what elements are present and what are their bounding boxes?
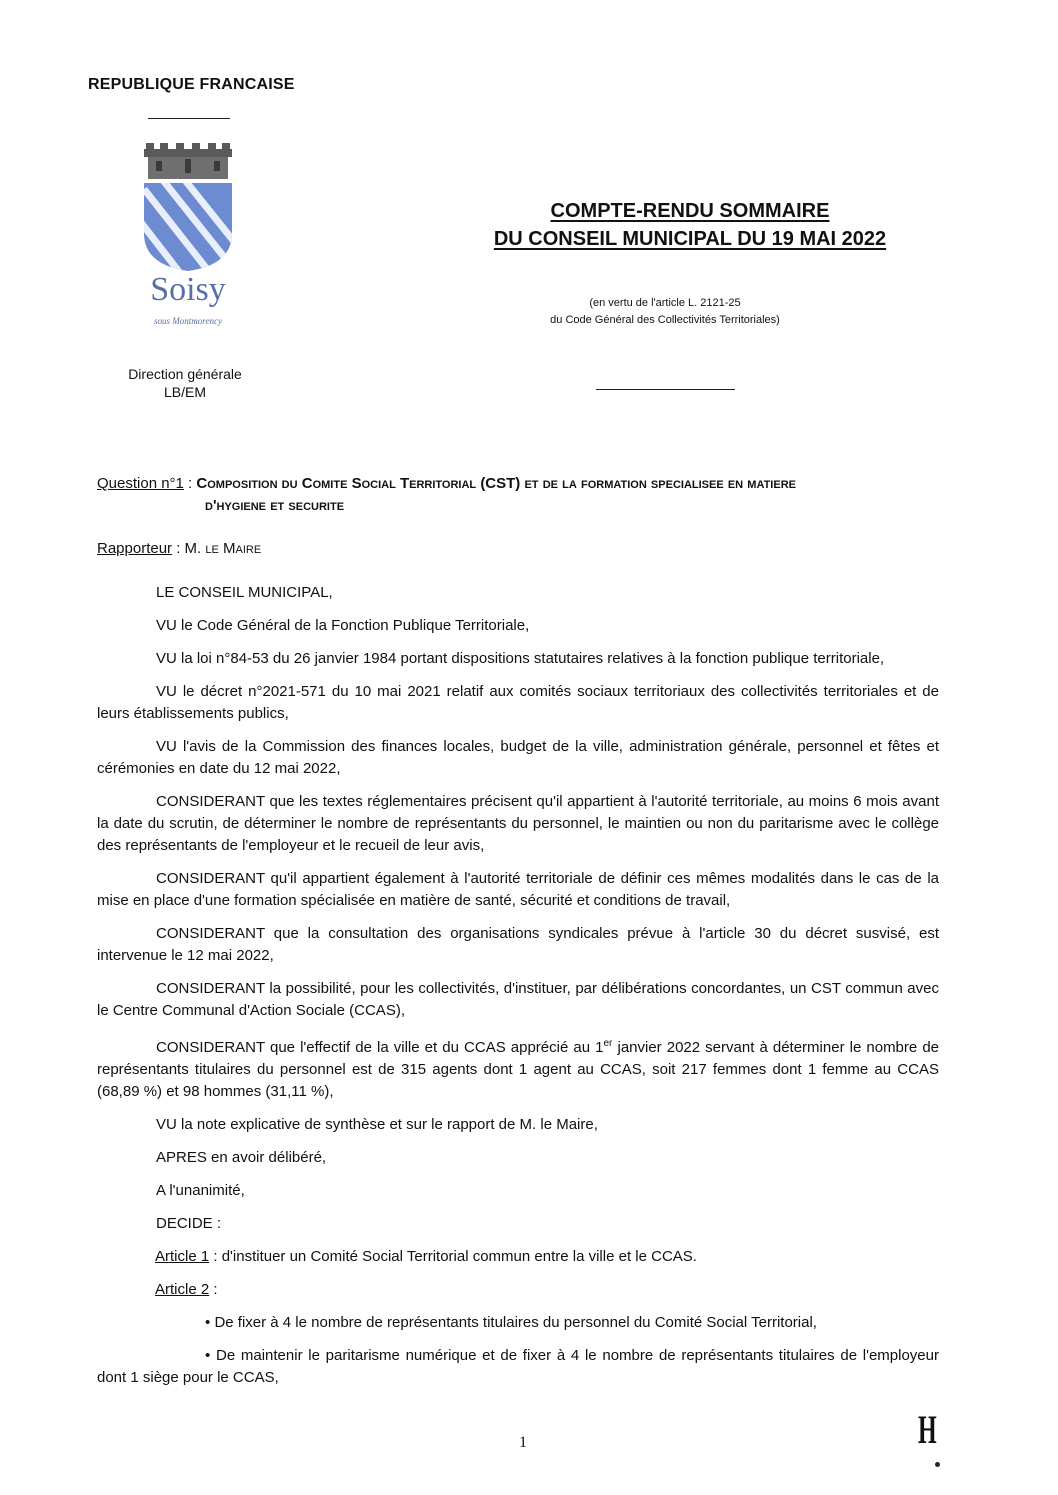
paragraph: CONSIDERANT que les textes réglementaires précisent qu'il appartient à l'autorité territoriale, au moins 6 mois avant la date du scrutin, de déterminer le nombre de représentants du personnel, le maintien ou non du paritarisme avec le collège des représentants de l'employeur et le recueil de leur avis, [97, 793, 939, 854]
article-1 [155, 1246, 939, 1268]
direction-label: Direction générale [128, 366, 242, 382]
paragraph: CONSIDERANT que la consultation des organisations syndicales prévue à l'article 30 du décret susvisé, est intervenue le 12 mai 2022, [97, 925, 939, 964]
divider [596, 389, 735, 390]
divider [148, 118, 230, 119]
article-1-text: : d'instituer un Comité Social Territorial commun entre la ville et le CCAS. [209, 1248, 697, 1265]
legal-reference [470, 295, 860, 329]
article-2-label: Article 2 [155, 1281, 210, 1298]
bullet-item [97, 1312, 939, 1334]
paragraph: CONSIDERANT la possibilité, pour les collectivités, d'instituer, par délibérations concordantes, un CST commun avec le Centre Communal d'Action Sociale (CCAS), [97, 980, 939, 1019]
ink-dot [935, 1462, 940, 1467]
paragraph: LE CONSEIL MUNICIPAL, [156, 584, 333, 601]
title-line-2: DU CONSEIL MUNICIPAL DU 19 MAI 2022 [493, 228, 887, 250]
article-1-label: Article 1 [155, 1248, 210, 1265]
paragraph: DECIDE : [156, 1215, 222, 1232]
direction-block [110, 365, 260, 401]
question-title-line-2: d'hygiene et securite [205, 497, 345, 514]
bullet-icon: • [205, 1347, 211, 1364]
logo-name: Soisy [150, 271, 226, 308]
paragraph-effectif [97, 1033, 939, 1103]
bullet-text: De maintenir le paritarisme numérique et de fixer à 4 le nombre de représentants titulaires de l'employeur dont 1 siège pour le CCAS, [97, 1347, 939, 1386]
bullet-text: De fixer à 4 le nombre de représentants titulaires du personnel du Comité Social Territorial, [214, 1314, 817, 1331]
article-2-text: : [209, 1281, 218, 1298]
legal-line-1: (en vertu de l'article L. 2121-25 [589, 297, 741, 309]
reference-code: LB/EM [163, 384, 206, 400]
effectif-sup: er [603, 1038, 613, 1049]
paragraph: VU le décret n°2021-571 du 10 mai 2021 relatif aux comités sociaux territoriaux des collectivités territoriales et de leurs établissements publics, [97, 683, 939, 722]
paragraph: VU la note explicative de synthèse et sur le rapport de M. le Maire, [156, 1116, 598, 1133]
legal-line-2: du Code Général des Collectivités Territoriales) [550, 314, 780, 326]
question-title-line-1: Composition du Comite Social Territorial (CST) et de la formation specialisee en matiere [196, 475, 796, 492]
document-title [400, 197, 980, 253]
title-line-1: COMPTE-RENDU SOMMAIRE [550, 200, 830, 222]
deliberation-body [97, 582, 939, 1400]
paragraph: A l'unanimité, [156, 1182, 245, 1199]
rapporteur-sep: : M. [172, 540, 206, 557]
effectif-text-end: janvier 2022 servant à déterminer le nombre de représentants titulaires du personnel est de 315 agents dont 1 agent au CCAS, soit 217 femmes dont 1 femme au CCAS (68,89 %) et 98 hommes (31,11 %), [97, 1039, 939, 1100]
effectif-text: CONSIDERANT que l'effectif de la ville et du CCAS apprécié au 1 [156, 1039, 604, 1056]
question-separator: : [183, 475, 197, 492]
handwritten-initials: H [918, 1407, 937, 1452]
rapporteur-label: Rapporteur [97, 540, 173, 557]
coat-of-arms-icon [140, 143, 236, 273]
question-heading [97, 473, 947, 517]
rapporteur-name: le Maire [205, 540, 262, 557]
paragraph: APRES en avoir délibéré, [156, 1149, 327, 1166]
logo-subtitle: sous Montmorency [154, 316, 222, 326]
bullet-icon: • [205, 1314, 211, 1331]
country-heading: REPUBLIQUE FRANCAISE [88, 76, 295, 93]
page-number: 1 [519, 1434, 527, 1451]
paragraph: CONSIDERANT qu'il appartient également à l'autorité territoriale de définir ces mêmes modalités dans le cas de la mise en place d'une formation spécialisée en matière de santé, sécurité et conditions de travail, [97, 870, 939, 909]
paragraph: VU le Code Général de la Fonction Publique Territoriale, [156, 617, 530, 634]
bullet-item [97, 1345, 939, 1389]
article-2 [155, 1279, 939, 1301]
paragraph: VU l'avis de la Commission des finances locales, budget de la ville, administration générale, personnel et fêtes et cérémonies en date du 12 mai 2022, [97, 738, 939, 777]
paragraph: VU la loi n°84-53 du 26 janvier 1984 portant dispositions statutaires relatives à la fonction publique territoriale, [156, 650, 885, 667]
rapporteur-line [97, 540, 261, 557]
question-label: Question n°1 [97, 475, 184, 492]
city-logo [140, 143, 236, 333]
